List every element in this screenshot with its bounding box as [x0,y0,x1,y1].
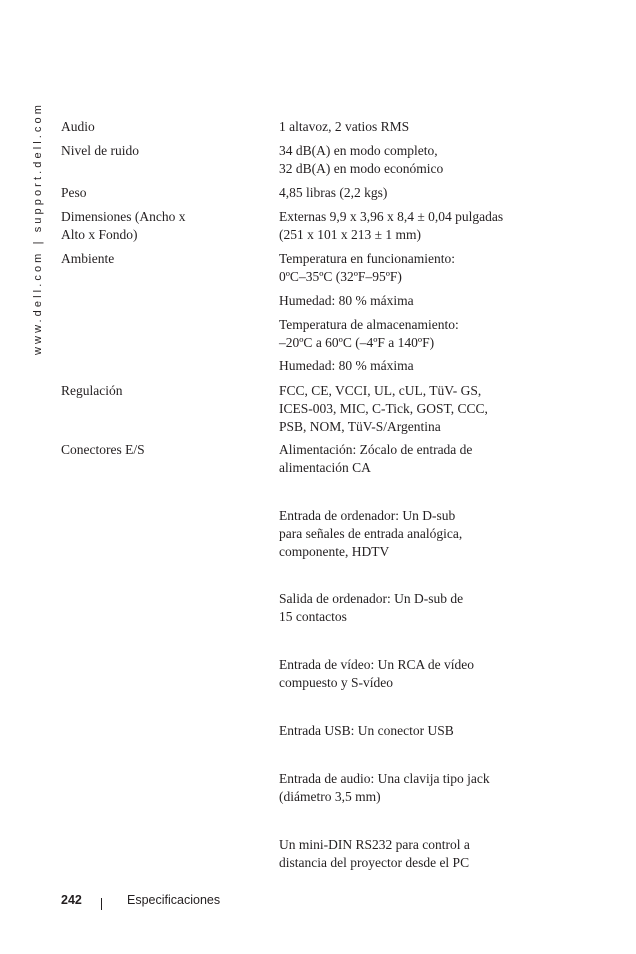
spec-value-weight: 4,85 libras (2,2 kgs) [279,185,388,200]
spec-value-dimensions: Externas 9,9 x 3,96 x 8,4 ± 0,04 pulgadas (251 x 101 x 213 ± 1 mm) [279,209,504,242]
spec-value-noise: 34 dB(A) en modo completo, 32 dB(A) en modo económico [279,143,444,176]
spec-value-audio-in: Entrada de audio: Una clavija tipo jack (diámetro 3,5 mm) [279,771,490,804]
spec-value-video-in: Entrada de vídeo: Un RCA de vídeo compuesto y S-vídeo [279,657,474,690]
page-footer [0,893,636,913]
footer-section-title: Especificaciones [127,893,221,907]
side-website-url: www.dell.com | support.dell.com [32,101,44,355]
spec-label-noise: Nivel de ruido [61,143,139,158]
spec-label-weight: Peso [61,185,87,200]
spec-value-computer-out: Salida de ordenador: Un D-sub de 15 contactos [279,591,464,624]
spec-value-storage-temp: Temperatura de almacenamiento: –20ºC a 60ºC (–4ºF a 140ºF) [279,317,459,350]
spec-value-power-connector: Alimentación: Zócalo de entrada de alimentación CA [279,442,473,475]
footer-divider [101,898,102,910]
spec-value-regulatory: FCC, CE, VCCI, UL, cUL, TüV- GS, ICES-003, MIC, C-Tick, GOST, CCC, PSB, NOM, TüV-S/Argentina [279,383,488,434]
spec-value-usb-in: Entrada USB: Un conector USB [279,723,454,738]
spec-value-operating-humidity: Humedad: 80 % máxima [279,293,414,308]
spec-value-storage-humidity: Humedad: 80 % máxima [279,358,414,373]
spec-label-dimensions: Dimensiones (Ancho x Alto x Fondo) [61,209,186,242]
spec-value-operating-temp: Temperatura en funcionamiento: 0ºC–35ºC (32ºF–95ºF) [279,251,455,284]
spec-value-rs232: Un mini-DIN RS232 para control a distancia del proyector desde el PC [279,837,470,870]
spec-value-audio: 1 altavoz, 2 vatios RMS [279,119,410,134]
spec-label-io-connectors: Conectores E/S [61,442,145,457]
spec-label-audio: Audio [61,119,95,134]
page-number: 242 [61,893,82,907]
spec-label-environment: Ambiente [61,251,115,266]
spec-value-computer-in: Entrada de ordenador: Un D-sub para señales de entrada analógica, componente, HDTV [279,508,463,559]
spec-label-regulatory: Regulación [61,383,123,398]
